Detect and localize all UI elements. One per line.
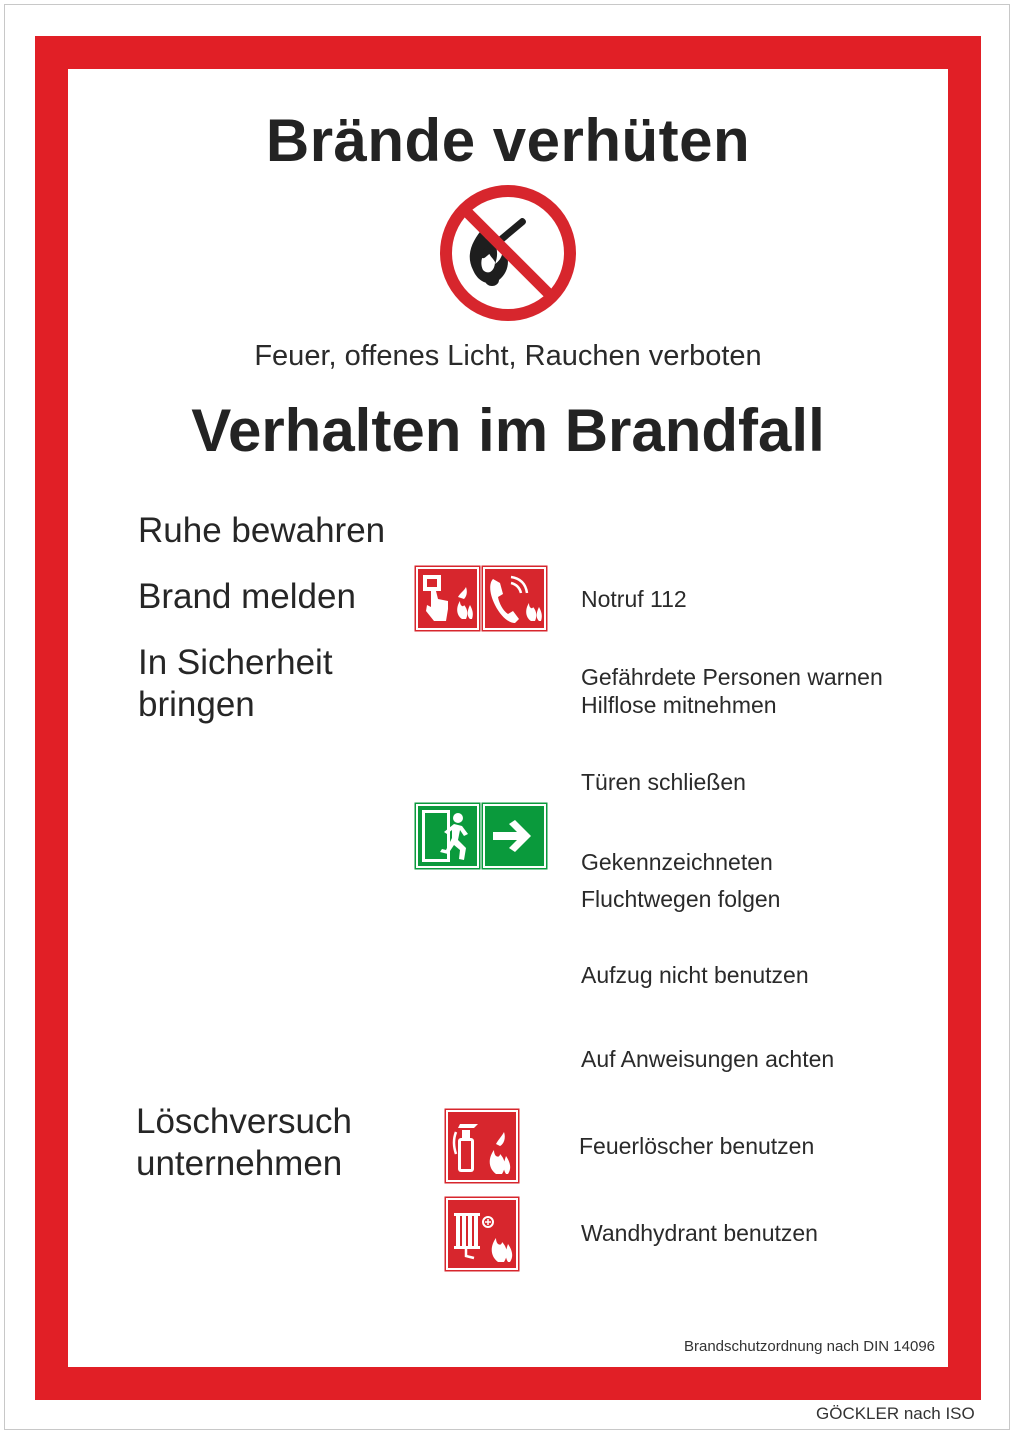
prohibition-caption: Feuer, offenes Licht, Rauchen verboten <box>254 340 762 372</box>
instruction-routes-line2: Fluchtwegen folgen <box>581 886 781 912</box>
fire-hose-icon <box>444 1196 520 1272</box>
no-open-fire-icon <box>439 184 577 322</box>
fire-alarm-button-icon <box>414 565 481 632</box>
instruction-follow-orders: Auf Anweisungen achten <box>581 1046 835 1072</box>
title-fire-prevention: Brände verhüten <box>265 107 751 174</box>
standard-note: Brandschutzordnung nach DIN 14096 <box>684 1338 936 1355</box>
emergency-exit-icon <box>414 802 481 870</box>
step-stay-calm: Ruhe bewahren <box>138 511 386 550</box>
arrow-right-icon <box>481 802 548 870</box>
instruction-close-doors: Türen schließen <box>581 769 746 795</box>
instruction-emergency-call: Notruf 112 <box>581 586 687 612</box>
manufacturer-note: GÖCKLER nach ISO <box>816 1404 975 1423</box>
instruction-use-extinguisher: Feuerlöscher benutzen <box>579 1133 815 1159</box>
fire-emergency-phone-icon <box>481 565 548 632</box>
step-extinguish-line1: Löschversuch <box>136 1102 352 1141</box>
instruction-warn-persons: Gefährdete Personen warnen <box>581 664 883 690</box>
instruction-use-hydrant: Wandhydrant benutzen <box>581 1220 818 1246</box>
step-safety-line2: bringen <box>138 685 255 724</box>
step-safety-line1: In Sicherheit <box>138 643 333 682</box>
title-fire-behaviour: Verhalten im Brandfall <box>191 397 825 464</box>
instruction-routes-line1: Gekennzeichneten <box>581 849 773 875</box>
step-report-fire: Brand melden <box>138 577 356 616</box>
instruction-help-helpless: Hilflose mitnehmen <box>581 692 777 718</box>
fire-extinguisher-icon <box>444 1108 520 1184</box>
step-extinguish-line2: unternehmen <box>136 1144 343 1183</box>
instruction-no-elevator: Aufzug nicht benutzen <box>581 962 809 988</box>
